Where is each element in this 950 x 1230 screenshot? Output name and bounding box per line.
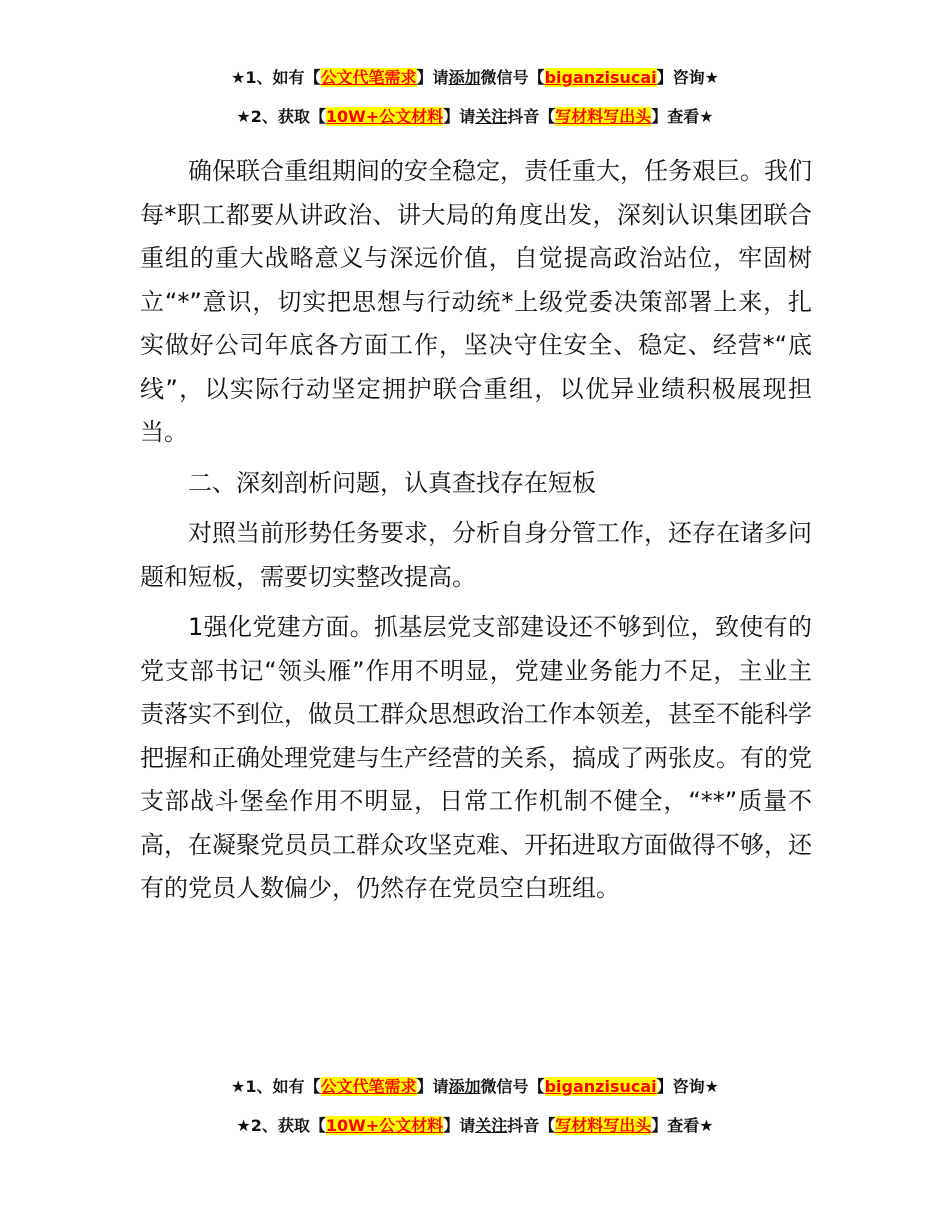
banner-text: 】请: [443, 1116, 476, 1135]
banner-prefix: ★1、如有【: [231, 1077, 321, 1096]
section-heading: 二、深刻剖析问题，认真查找存在短板: [188, 468, 596, 497]
banner-highlight: 公文代笔需求: [320, 1077, 417, 1096]
banner-douyin-id: 写材料写出头: [555, 1116, 652, 1135]
banner-suffix: 】咨询★: [656, 1077, 719, 1096]
banner-wechat-id: biganzisucai: [544, 68, 657, 87]
banner-underlined-text: 添加: [448, 68, 481, 87]
banner-text: 】请: [416, 1077, 449, 1096]
banner-highlight: 公文代笔需求: [320, 68, 417, 87]
banner-underlined-text: 关注: [475, 1116, 508, 1135]
banner-text: 抖音【: [507, 107, 556, 126]
document-body: [140, 150, 812, 918]
top-banner-line-1: [0, 67, 950, 89]
banner-underlined-text: 关注: [475, 107, 508, 126]
banner-suffix: 】咨询★: [656, 68, 719, 87]
banner-highlight: 10W+公文材料: [325, 1116, 444, 1135]
paragraph: 对照当前形势任务要求，分析自身分管工作，还存在诸多问题和短板，需要切实整改提高。: [140, 519, 812, 591]
paragraph: 确保联合重组期间的安全稳定，责任重大，任务艰巨。我们每*职工都要从讲政治、讲大局的角度出发，深刻认识集团联合重组的重大战略意义与深远价值，自觉提高政治站位，牢固树立“*”意识，切实把思想与行动统*上级党委决策部署上来，扎实做好公司年底各方面工作，坚决守住安全、稳定、经营*“底线”，以实际行动坚定拥护联合重组，以优异业绩积极展现担当。: [140, 157, 812, 446]
top-banner-line-2: [0, 106, 950, 128]
paragraph: 1强化党建方面。抓基层党支部建设还不够到位，致使有的党支部书记“领头雁”作用不明显，党建业务能力不足，主业主责落实不到位，做员工群众思想政治工作本领差，甚至不能科学把握和正确处理党建与生产经营的关系，搞成了两张皮。有的党支部战斗堡垒作用不明显，日常工作机制不健全，“**”质量不高，在凝聚党员员工群众攻坚克难、开拓进取方面做得不够，还有的党员人数偏少，仍然存在党员空白班组。: [140, 613, 812, 902]
banner-wechat-id: biganzisucai: [544, 1077, 657, 1096]
banner-prefix: ★2、获取【: [236, 1116, 326, 1135]
banner-suffix: 】查看★: [651, 107, 714, 126]
banner-text: 】请: [416, 68, 449, 87]
bottom-banner-line-1: [0, 1076, 950, 1098]
banner-text: 抖音【: [507, 1116, 556, 1135]
banner-douyin-id: 写材料写出头: [555, 107, 652, 126]
banner-suffix: 】查看★: [651, 1116, 714, 1135]
banner-prefix: ★1、如有【: [231, 68, 321, 87]
banner-prefix: ★2、获取【: [236, 107, 326, 126]
bottom-banner-line-2: [0, 1115, 950, 1137]
banner-highlight: 10W+公文材料: [325, 107, 444, 126]
banner-underlined-text: 添加: [448, 1077, 481, 1096]
banner-text: 微信号【: [480, 1077, 545, 1096]
banner-text: 】请: [443, 107, 476, 126]
banner-text: 微信号【: [480, 68, 545, 87]
